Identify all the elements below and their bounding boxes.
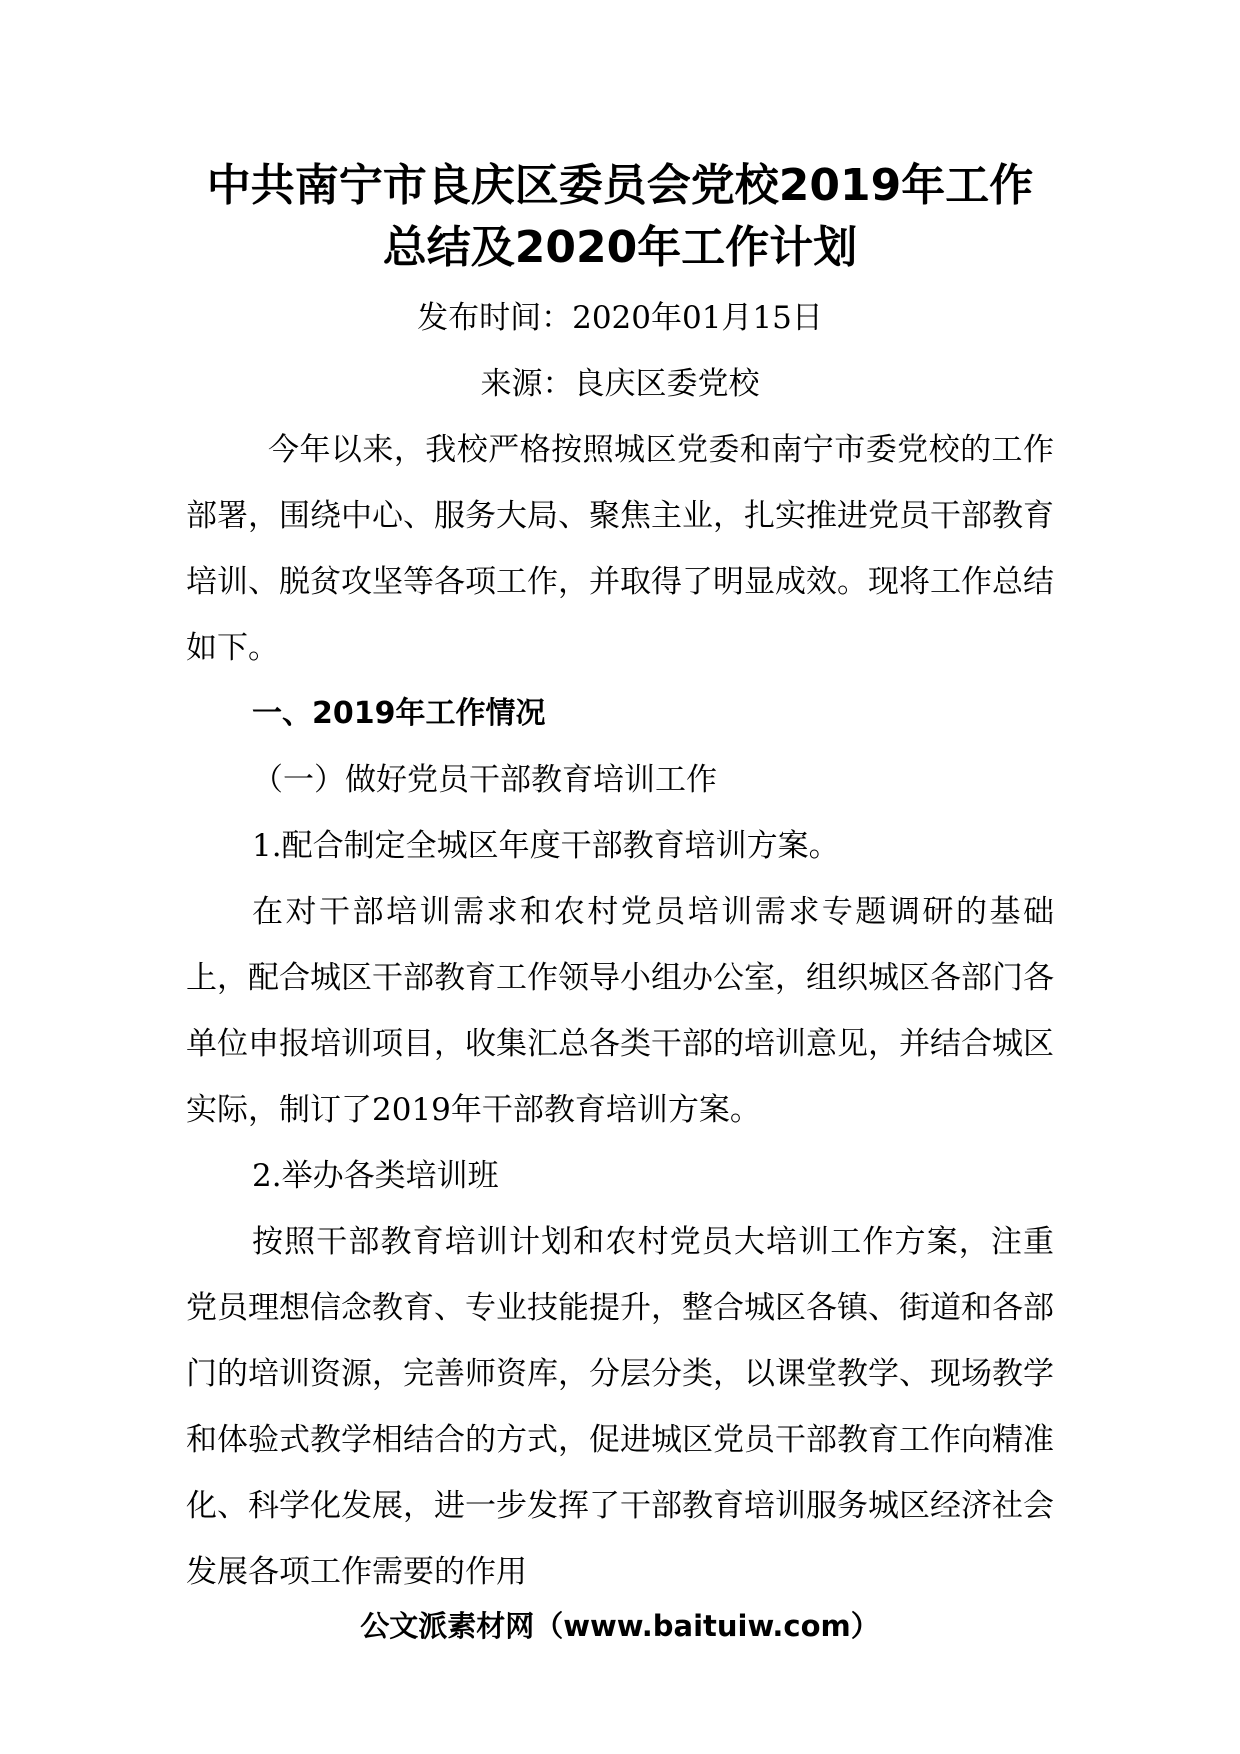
title-line-1: 中共南宁市良庆区委员会党校2019年工作 bbox=[206, 160, 1034, 211]
item-1-body: 在对干部培训需求和农村党员培训需求专题调研的基础上，配合城区干部教育工作领导小组办公室，组织城区各部门各单位申报培训项目，收集汇总各类干部的培训意见，并结合城区实际，制订了2019年干部教育培训方案。 bbox=[186, 894, 1054, 1128]
source-line: 来源：良庆区委党校 bbox=[480, 366, 760, 402]
title-line-2: 总结及2020年工作计划 bbox=[382, 222, 858, 273]
document-title bbox=[186, 155, 1054, 279]
footer-watermark: 公文派素材网（www.baituiw.com） bbox=[360, 1609, 880, 1643]
item-2-body: 按照干部教育培训计划和农村党员大培训工作方案，注重党员理想信念教育、专业技能提升，整合城区各镇、街道和各部门的培训资源，完善师资库，分层分类，以课堂教学、现场教学和体验式教学相结合的方式，促进城区党员干部教育工作向精准化、科学化发展，进一步发挥了干部教育培训服务城区经济社会发展各项工作需要的作用 bbox=[186, 1224, 1054, 1590]
intro-paragraph: 今年以来，我校严格按照城区党委和南宁市委党校的工作部署，围绕中心、服务大局、聚焦主业，扎实推进党员干部教育培训、脱贫攻坚等各项工作，并取得了明显成效。现将工作总结如下。 bbox=[186, 432, 1054, 666]
publish-date: 发布时间：2020年01月15日 bbox=[417, 300, 823, 336]
subsection-heading: （一）做好党员干部教育培训工作 bbox=[252, 762, 717, 798]
item-2-heading: 2.举办各类培训班 bbox=[252, 1158, 499, 1194]
item-1-heading: 1.配合制定全城区年度干部教育培训方案。 bbox=[252, 828, 840, 864]
document-page bbox=[186, 155, 1054, 1605]
section-heading: 一、2019年工作情况 bbox=[252, 696, 546, 731]
